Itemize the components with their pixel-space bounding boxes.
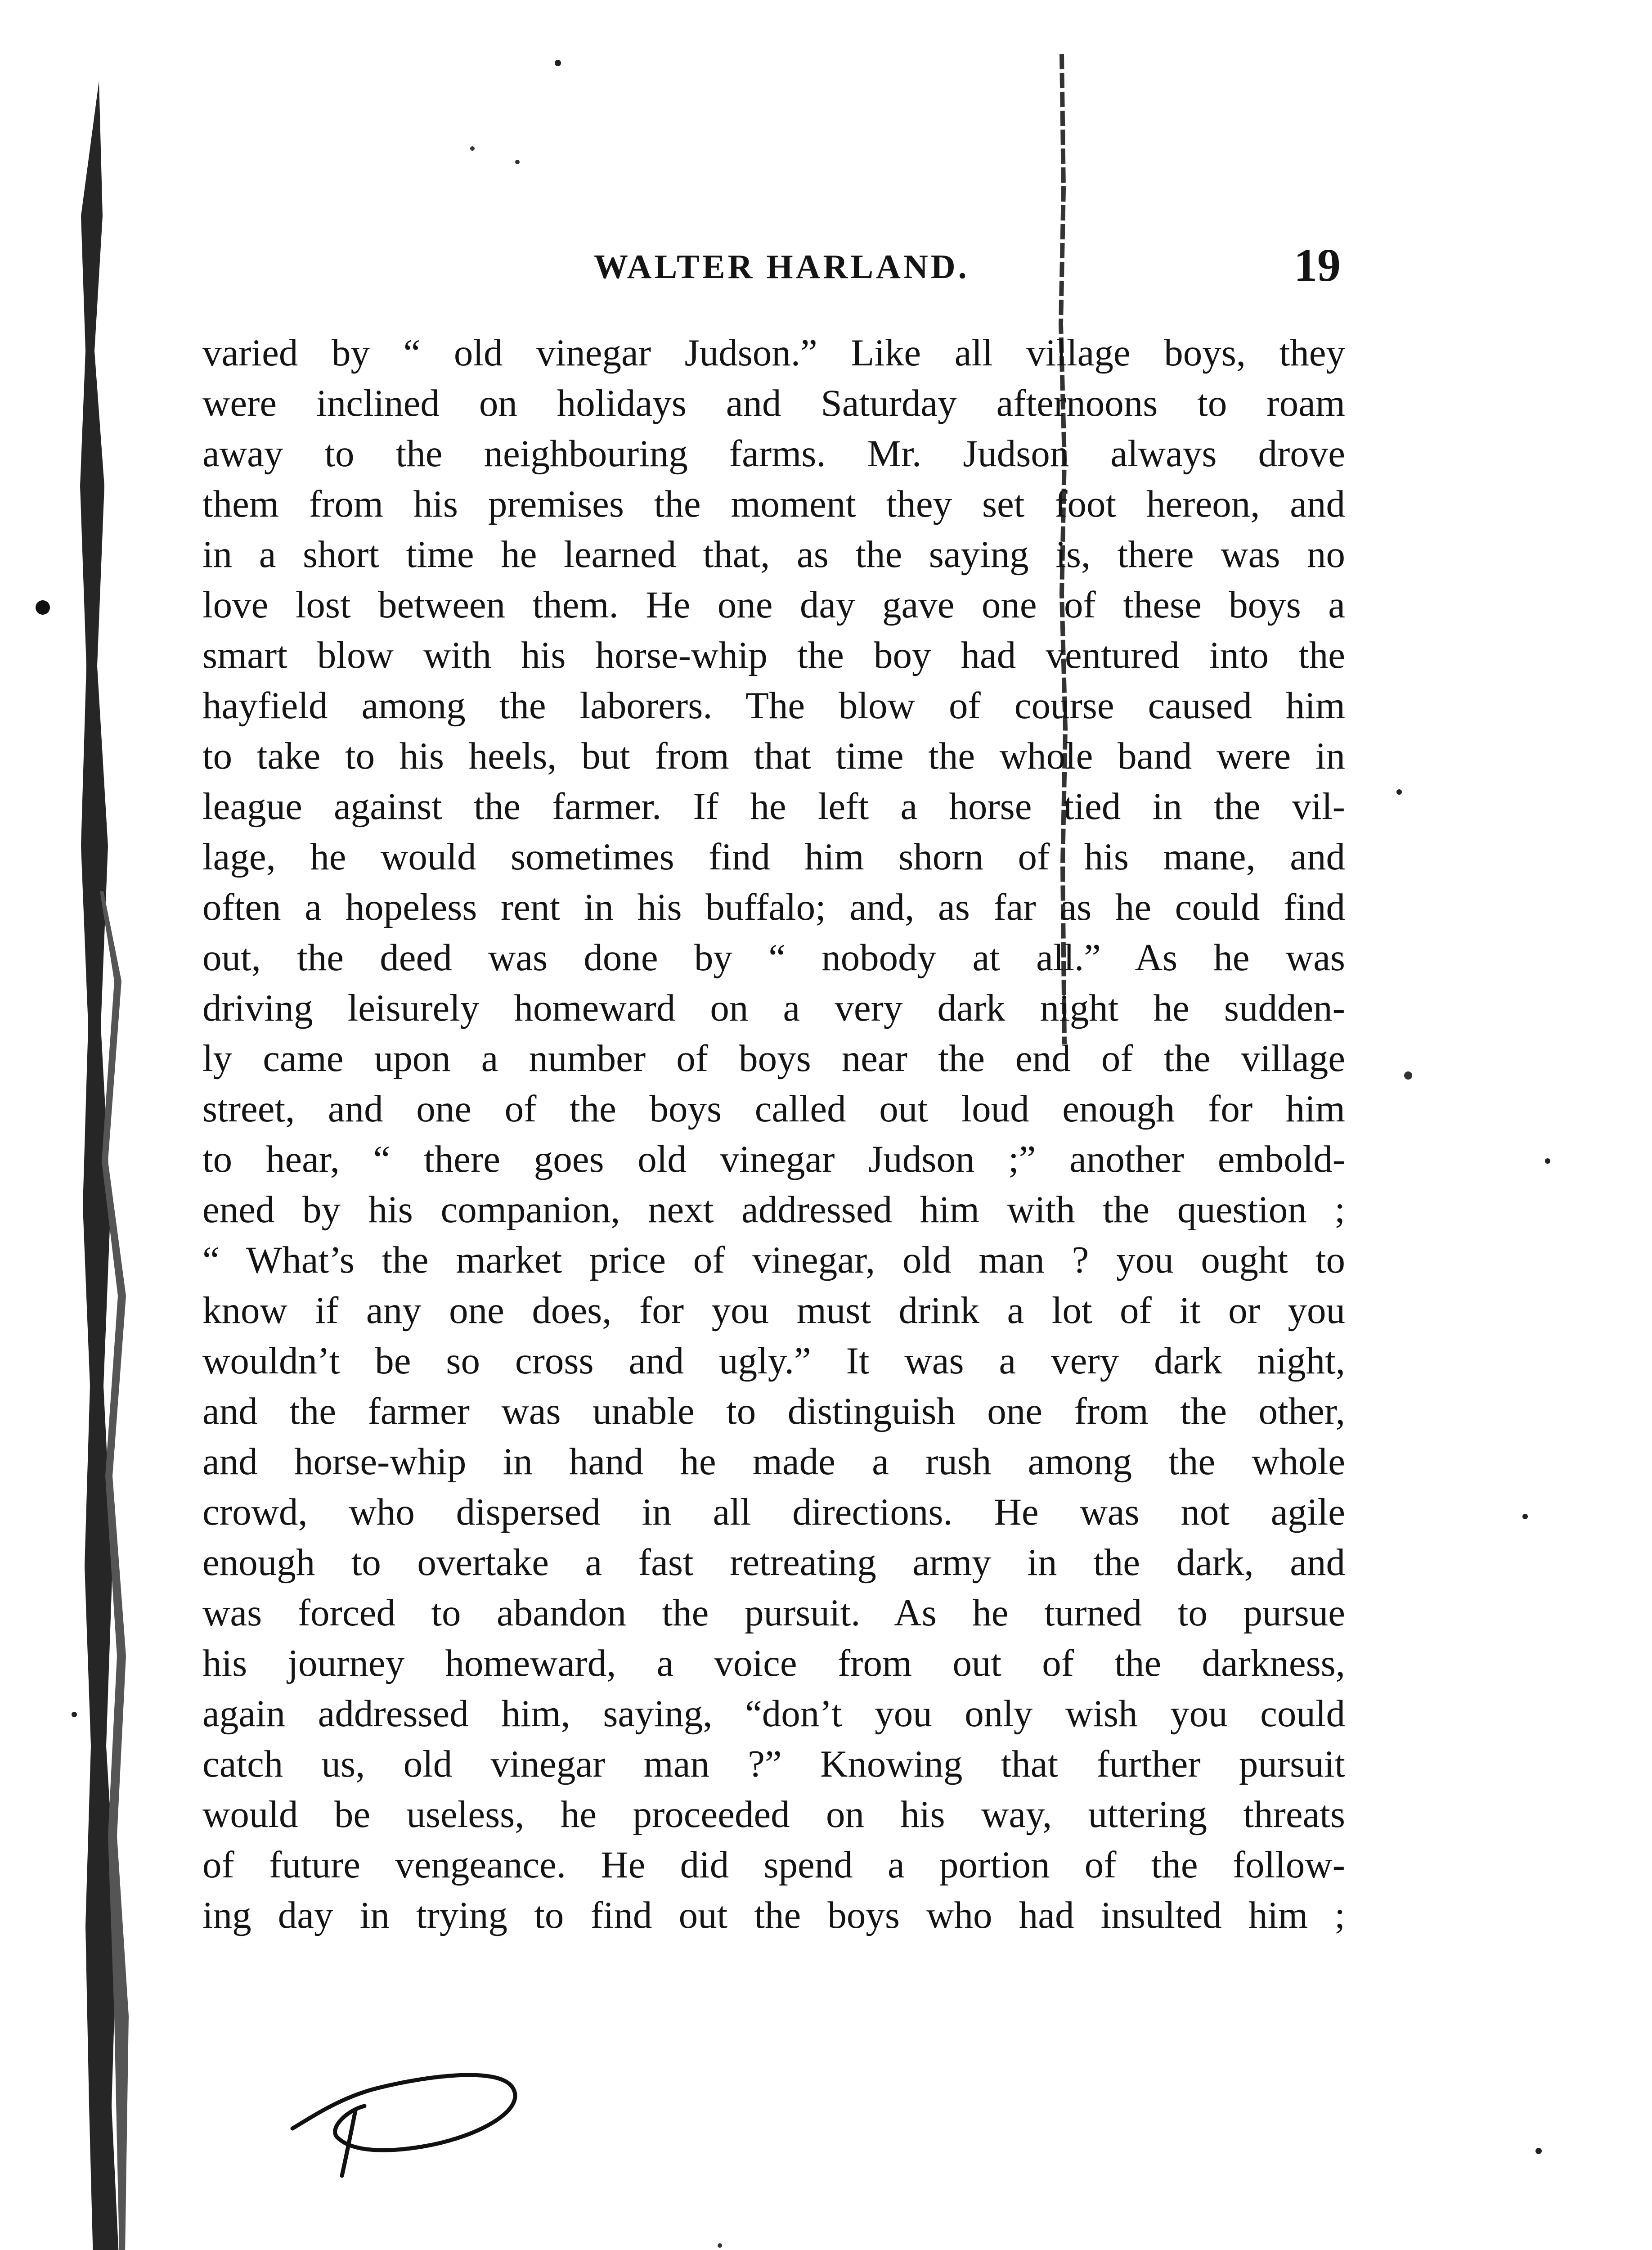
text-line: them from his premises the moment they set foot hereon, and bbox=[202, 483, 1345, 525]
text-line: driving leisurely homeward on a very dark night he sudden- bbox=[202, 987, 1345, 1029]
text-line: and horse-whip in hand he made a rush among the whole bbox=[202, 1440, 1345, 1483]
text-line: ly came upon a number of boys near the end of the village bbox=[202, 1037, 1345, 1080]
text-line: of future vengeance. He did spend a portion of the follow- bbox=[202, 1844, 1345, 1886]
text-line: to hear, “ there goes old vinegar Judson ;” another embold- bbox=[202, 1138, 1345, 1180]
text-line: varied by “ old vinegar Judson.” Like all village boys, they bbox=[202, 332, 1345, 374]
running-title: WALTER HARLAND. bbox=[594, 248, 970, 286]
text-line: ened by his companion, next addressed him with the question ; bbox=[202, 1188, 1345, 1231]
text-line: was forced to abandon the pursuit. As he turned to pursue bbox=[202, 1592, 1345, 1634]
text-line: love lost between them. He one day gave one of these boys a bbox=[202, 584, 1345, 626]
page-number: 19 bbox=[1294, 239, 1341, 291]
text-line: and the farmer was unable to distinguish one from the other, bbox=[202, 1390, 1345, 1432]
text-line: would be useless, he proceeded on his way, uttering threats bbox=[202, 1793, 1345, 1836]
text-line: away to the neighbouring farms. Mr. Judson always drove bbox=[202, 432, 1345, 475]
text-line: out, the deed was done by “ nobody at all.” As he was bbox=[202, 936, 1345, 979]
text-line: street, and one of the boys called out loud enough for him bbox=[202, 1088, 1345, 1130]
text-line: ing day in trying to find out the boys who had insulted him ; bbox=[202, 1894, 1345, 1936]
text-line: to take to his heels, but from that time the whole band were in bbox=[202, 735, 1345, 777]
text-line: in a short time he learned that, as the saying is, there was no bbox=[202, 533, 1345, 576]
text-line: lage, he would sometimes find him shorn of his mane, and bbox=[202, 836, 1345, 878]
text-line: again addressed him, saying, “don’t you only wish you could bbox=[202, 1692, 1345, 1735]
text-line: wouldn’t be so cross and ugly.” It was a very dark night, bbox=[202, 1340, 1345, 1382]
text-line: know if any one does, for you must drink a lot of it or you bbox=[202, 1289, 1345, 1332]
text-line: crowd, who dispersed in all directions. He was not agile bbox=[202, 1491, 1345, 1533]
text-line: league against the farmer. If he left a horse tied in the vil- bbox=[202, 785, 1345, 828]
text-line: smart blow with his horse-whip the boy had ventured into the bbox=[202, 634, 1345, 676]
text-line: enough to overtake a fast retreating army in the dark, and bbox=[202, 1541, 1345, 1584]
text-line: his journey homeward, a voice from out of the darkness, bbox=[202, 1642, 1345, 1684]
text-line: “ What’s the market price of vinegar, old man ? you ought to bbox=[202, 1239, 1345, 1281]
text-line: hayfield among the laborers. The blow of course caused him bbox=[202, 684, 1345, 727]
text-line: often a hopeless rent in his buffalo; and, as far as he could find bbox=[202, 886, 1345, 928]
text-line: catch us, old vinegar man ?” Knowing that further pursuit bbox=[202, 1743, 1345, 1785]
text-line: were inclined on holidays and Saturday afternoons to roam bbox=[202, 382, 1345, 424]
